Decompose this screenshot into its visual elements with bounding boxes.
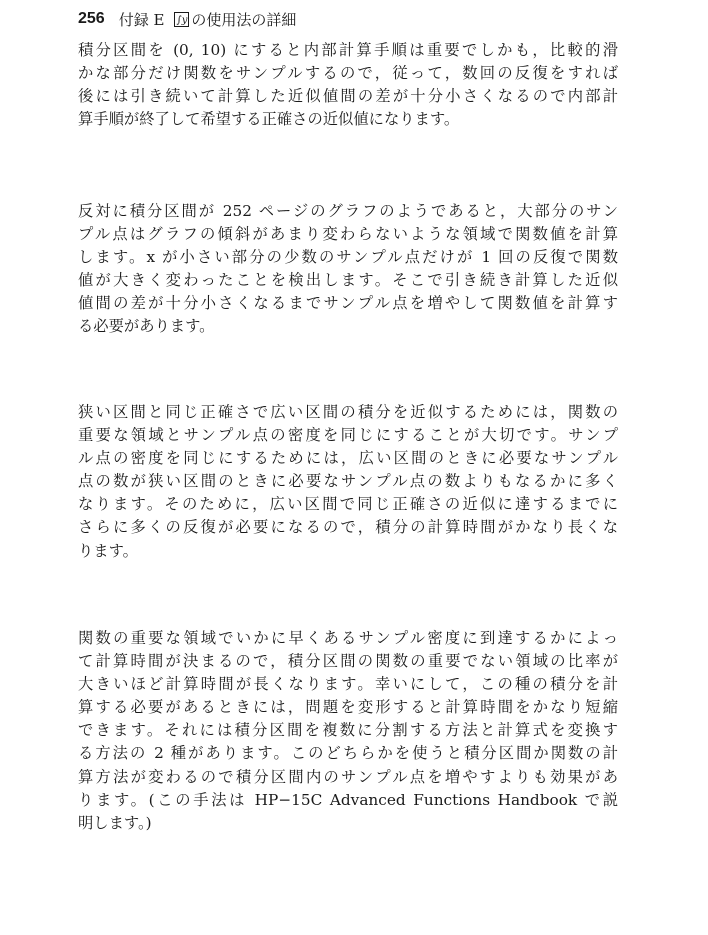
paragraph-line: ります。 bbox=[78, 541, 138, 560]
paragraph-line: 値間の差が十分小さくなるまでサンプル点を増やして関数値を計算す bbox=[78, 294, 618, 313]
paragraph-line: ります。(この手法は HP−15C Advanced Functions Handbook で説 bbox=[78, 790, 618, 809]
paragraph-3 bbox=[78, 401, 618, 563]
paragraph-line: 大きいほど計算時間が長くなります。幸いにして，この種の積分を計 bbox=[78, 675, 618, 694]
paragraph-line: かな部分だけ関数をサンプルするので，従って，数回の反復をすれば bbox=[78, 64, 618, 83]
paragraph-line: 算手順が終了して希望する正確さの近似値になります。 bbox=[78, 110, 460, 129]
paragraph-line: 反対に積分区間が 252 ページのグラフのようであると，大部分のサン bbox=[78, 202, 618, 220]
paragraph-line: ル点の密度を同じにするためには，広い区間のときに必要なサンプル bbox=[78, 449, 618, 468]
paragraph-line: 点の数が狭い区間のときに必要なサンプル点の数よりもなるかに多く bbox=[78, 472, 618, 491]
page-number: 256 bbox=[78, 10, 105, 27]
paragraph-line: できます。それには積分区間を複数に分割する方法と計算式を変換す bbox=[78, 721, 618, 740]
paragraph-line: なります。そのために，広い区間で同じ正確さの近似に達するまでに bbox=[78, 495, 618, 514]
paragraph-line: 算方法が変わるので積分区間内のサンプル点を増やすよりも効果があ bbox=[78, 767, 618, 786]
integrate-key-icon: ∫y bbox=[174, 12, 189, 27]
paragraph-line: 明します。) bbox=[78, 813, 152, 832]
paragraph-line: 算する必要があるときには，問題を変形すると計算時間をかなり短縮 bbox=[78, 698, 618, 717]
paragraph-line: 値が大きく変わったことを検出します。そこで引き続き計算した近似 bbox=[78, 271, 618, 290]
paragraph-2 bbox=[78, 200, 618, 339]
paragraph-4 bbox=[78, 627, 618, 835]
header-title: の使用法の詳細 bbox=[191, 10, 297, 29]
paragraph-line: さらに多くの反復が必要になるので，積分の計算時間がかなり長くな bbox=[78, 518, 618, 537]
page-header bbox=[78, 8, 296, 30]
paragraph-line: 関数の重要な領域でいかに早くあるサンプル密度に到達するかによっ bbox=[78, 629, 618, 647]
paragraph-line: て計算時間が決まるので，積分区間の関数の重要でない領域の比率が bbox=[78, 652, 618, 671]
paragraph-line: 狭い区間と同じ正確さで広い区間の積分を近似するためには，関数の bbox=[78, 403, 618, 421]
paragraph-line: 重要な領域とサンプル点の密度を同じにすることが大切です。サンプ bbox=[78, 426, 618, 445]
paragraph-line: 後には引き続いて計算した近似値間の差が十分小さくなるので内部計 bbox=[78, 87, 618, 106]
paragraph-1 bbox=[78, 39, 618, 131]
paragraph-line: る方法の 2 種があります。このどちらかを使うと積分区間か関数の計 bbox=[78, 744, 618, 763]
paragraph-line: る必要があります。 bbox=[78, 317, 215, 336]
paragraph-line: 積分区間を (0, 10) にすると内部計算手順は重要でしかも，比較的滑 bbox=[78, 41, 618, 59]
paragraph-line: プル点はグラフの傾斜があまり変わらないような領域で関数値を計算 bbox=[78, 225, 618, 244]
paragraph-line: します。x が小さい部分の少数のサンプル点だけが 1 回の反復で関数 bbox=[78, 248, 618, 267]
appendix-label: 付録 E bbox=[118, 10, 165, 29]
